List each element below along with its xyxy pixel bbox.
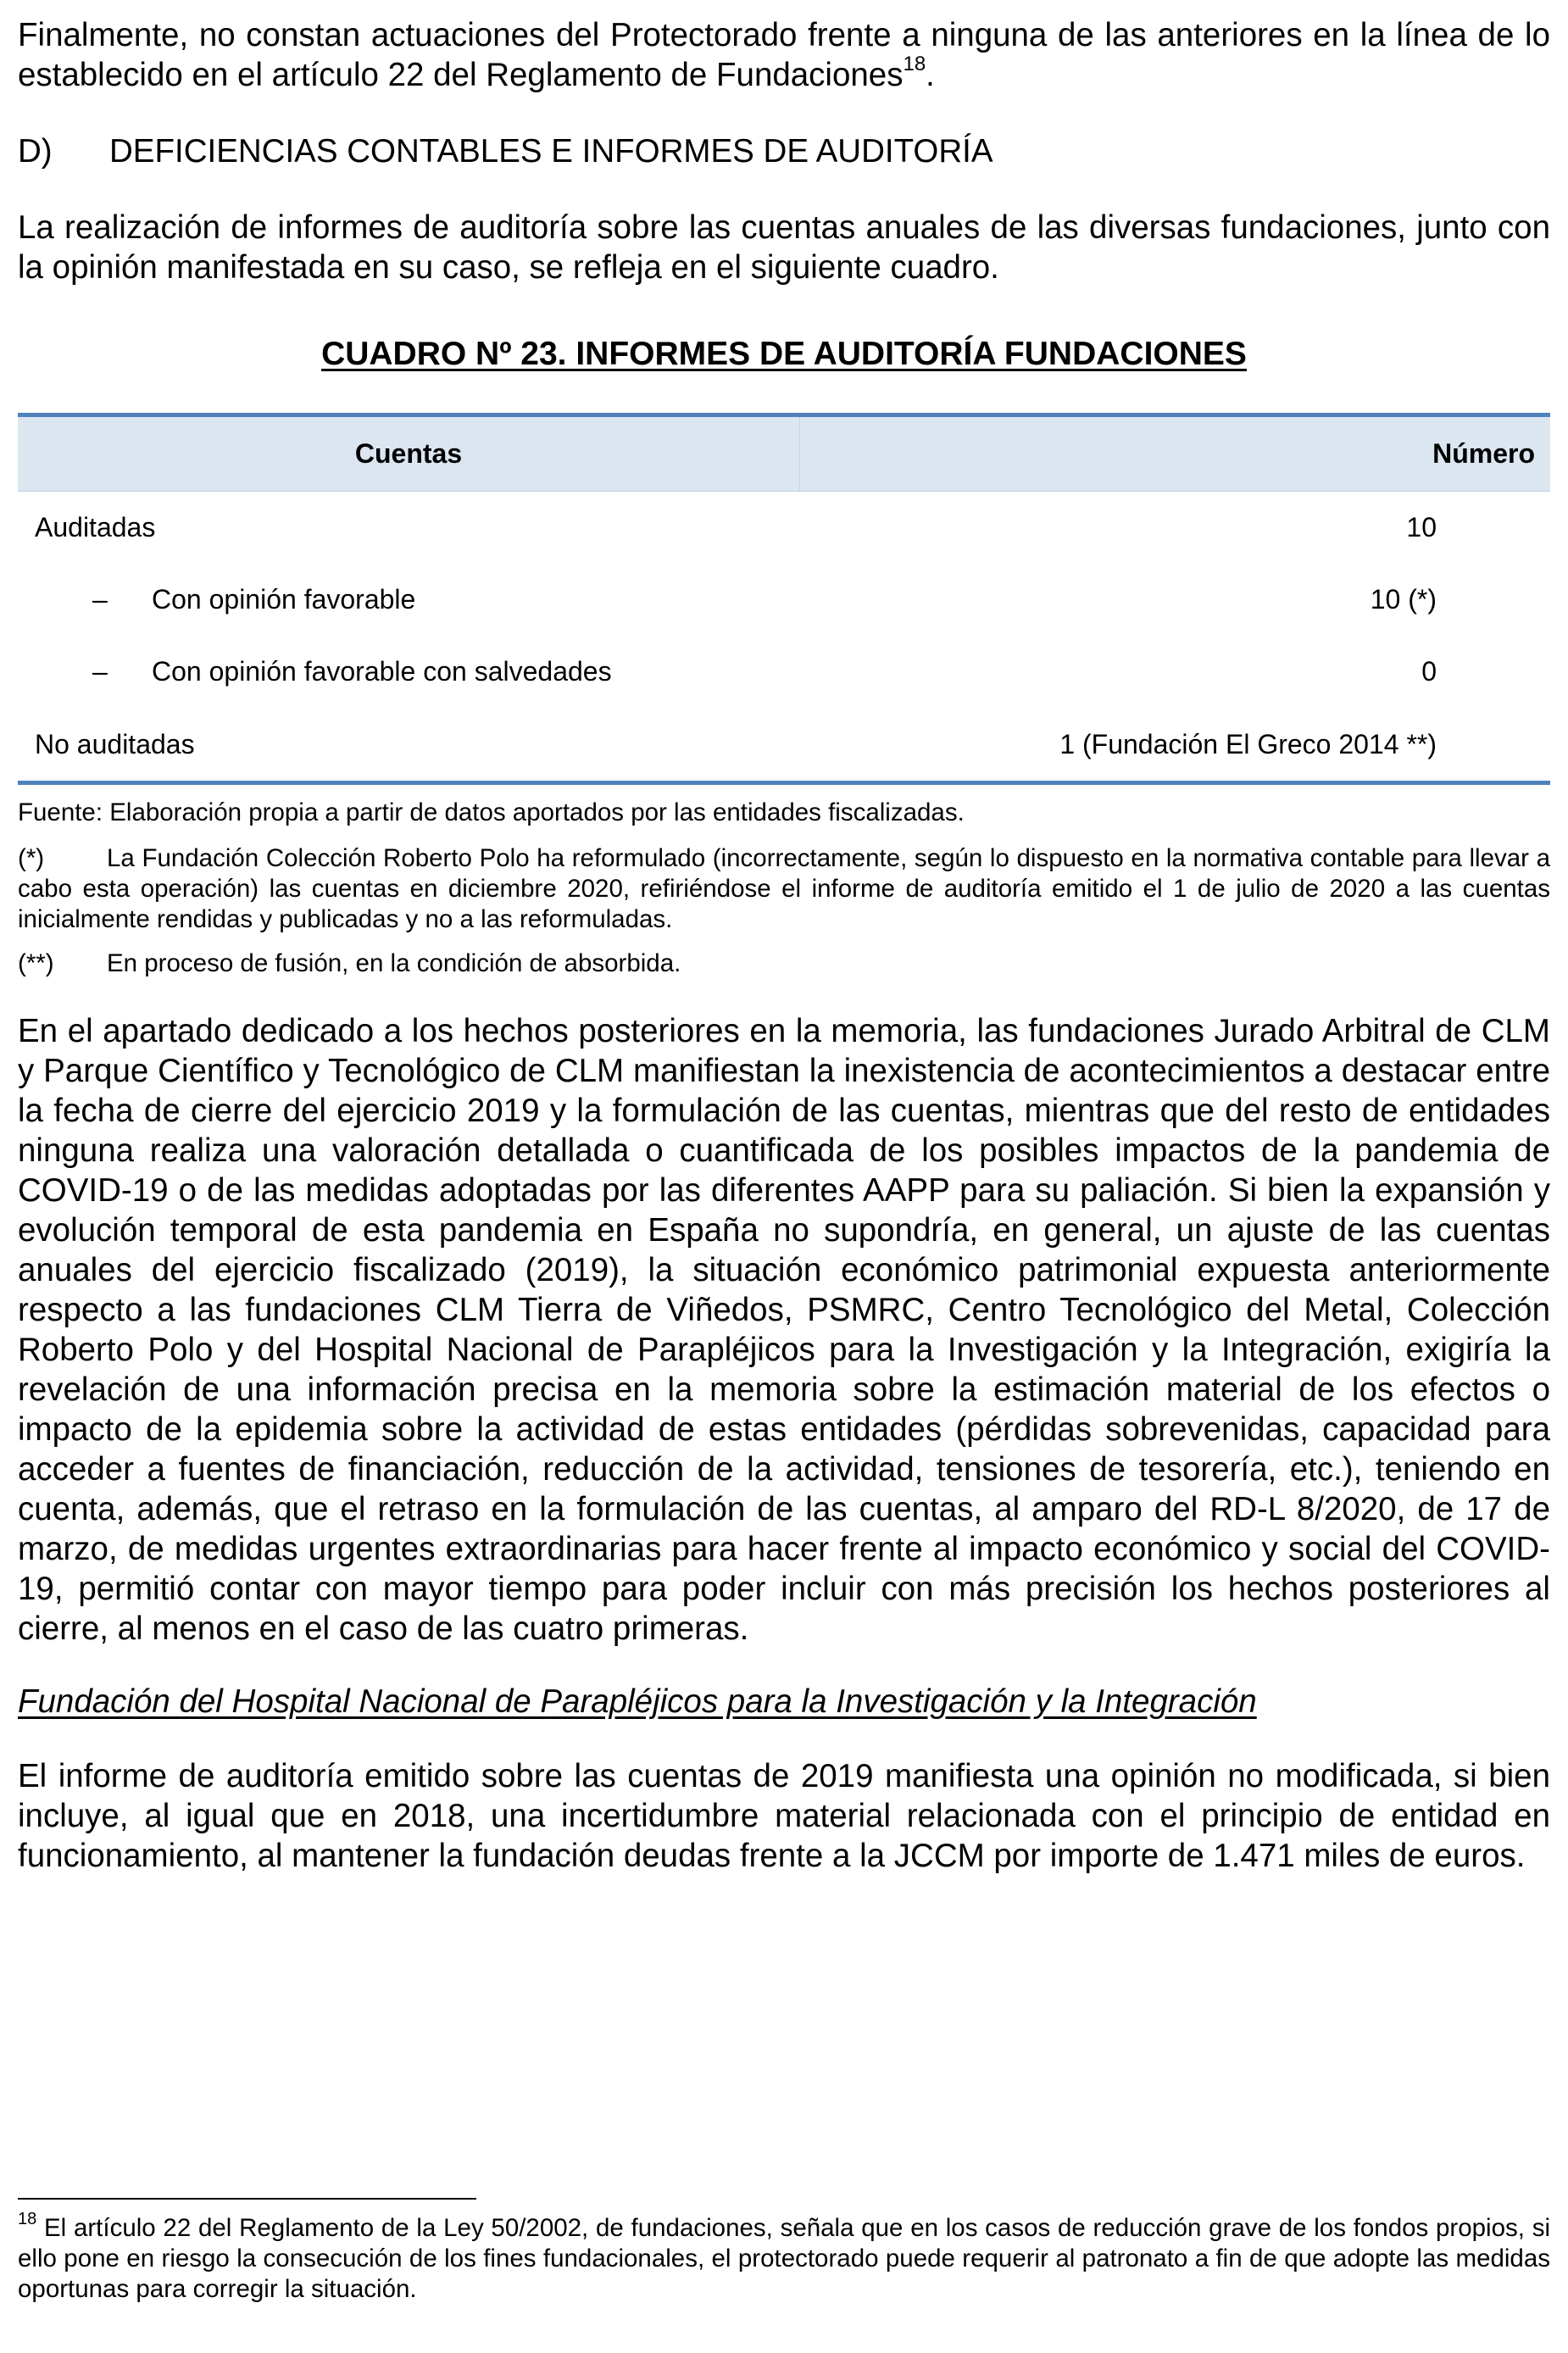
row-label: Auditadas bbox=[35, 512, 156, 542]
page-content bbox=[18, 15, 1550, 1876]
footnote-18 bbox=[18, 2210, 1550, 2305]
table-intro-paragraph: La realización de informes de auditoría sobre las cuentas anuales de las diversas fundaciones, junto con la opinión manifestada en su caso, se refleja en el siguiente cuadro. bbox=[18, 209, 1550, 286]
section-d-letter: D) bbox=[18, 133, 53, 170]
row-value: 10 (*) bbox=[1370, 584, 1437, 615]
row-value: 1 (Fundación El Greco 2014 **) bbox=[1059, 728, 1437, 759]
header-numero-label: Número bbox=[1432, 438, 1535, 469]
header-cuentas bbox=[18, 417, 800, 491]
footnote-ref-18[interactable]: 18 bbox=[903, 53, 926, 76]
intro-paragraph bbox=[18, 15, 1550, 95]
audit-reports-table bbox=[18, 413, 1550, 785]
note-1-text: La Fundación Colección Roberto Polo ha reformulado (incorrectamente, según lo dispuesto en la normativa contable para llevar a cabo esta operación) las cuentas en diciembre 2020, refiriéndose el informe de auditoría emitido el 1 de julio de 2020 a las cuentas inicialmente rendidas y publicadas y no a las reformuladas. bbox=[18, 844, 1550, 933]
section-subtitle: Fundación del Hospital Nacional de Parapléjicos para la Investigación y la Integración bbox=[18, 1683, 1257, 1720]
table-row bbox=[18, 708, 1550, 781]
table-source: Fuente: Elaboración propia a partir de datos aportados por las entidades fiscalizadas. bbox=[18, 798, 965, 826]
row-value: 0 bbox=[1421, 656, 1437, 687]
header-numero bbox=[800, 417, 1550, 491]
footnote-text: El artículo 22 del Reglamento de la Ley 50/2002, de fundaciones, señala que en los casos de reducción grave de los fondos propios, si ello pone en riesgo la consecución de los fines fundacionales, el protectorado puede requerir al patronato a fin de que adopte las medidas oportunas para corregir la situación. bbox=[18, 2214, 1550, 2303]
table-header bbox=[18, 417, 1550, 492]
table-note-1 bbox=[18, 843, 1550, 935]
row-label: Con opinión favorable con salvedades bbox=[152, 656, 612, 687]
intro-paragraph-text: Finalmente, no constan actuaciones del Protectorado frente a ninguna de las anteriores en la línea de lo establecido en el artículo 22 del Reglamento de Fundaciones bbox=[18, 17, 1550, 93]
row-dash: – bbox=[92, 584, 108, 615]
footnote-separator bbox=[18, 2198, 476, 2200]
table-note-2 bbox=[18, 948, 1550, 979]
section-d-heading bbox=[18, 131, 1550, 171]
table-title: CUADRO Nº 23. INFORMES DE AUDITORÍA FUNDACIONES bbox=[321, 336, 1247, 372]
header-cuentas-label: Cuentas bbox=[354, 438, 463, 469]
section-d-title: DEFICIENCIAS CONTABLES E INFORMES DE AUDITORÍA bbox=[109, 133, 993, 170]
table-notes bbox=[18, 798, 1550, 979]
row-value: 10 bbox=[1406, 512, 1437, 542]
row-dash: – bbox=[92, 656, 108, 687]
hospital-paragraph: El informe de auditoría emitido sobre las cuentas de 2019 manifiesta una opinión no modificada, si bien incluye, al igual que en 2018, una incertidumbre material relacionada con el principio de entidad en funcionamiento, al mantener la fundación deudas frente a la JCCM por importe de 1.471 miles de euros. bbox=[18, 1758, 1550, 1874]
row-label: Con opinión favorable bbox=[152, 584, 416, 615]
note-1-mark: (*) bbox=[18, 844, 45, 872]
intro-paragraph-period: . bbox=[926, 57, 935, 93]
footnote-number: 18 bbox=[18, 2210, 37, 2229]
note-2-mark: (**) bbox=[18, 949, 54, 977]
note-2-text: En proceso de fusión, en la condición de absorbida. bbox=[107, 949, 681, 977]
table-row bbox=[18, 636, 1550, 708]
table-row bbox=[18, 492, 1550, 564]
table-row bbox=[18, 564, 1550, 636]
hechos-posteriores-paragraph: En el apartado dedicado a los hechos posteriores en la memoria, las fundaciones Jurado Arbitral de CLM y Parque Científico y Tecnológico de CLM manifiestan la inexistencia de acontecimientos a destacar entre la fecha de cierre del ejercicio 2019 y la formulación de las cuentas, mientras que del resto de entidades ninguna realiza una valoración detallada o cuantificada de los posibles impactos de la pandemia de COVID-19 o de las medidas adoptadas por las diferentes AAPP para su paliación. Si bien la expansión y evolución temporal de esta pandemia en España no supondría, en general, un ajuste de las cuentas anuales del ejercicio fiscalizado (2019), la situación económico patrimonial expuesta anteriormente respecto a las fundaciones CLM Tierra de Viñedos, PSMRC, Centro Tecnológico del Metal, Colección Roberto Polo y del Hospital Nacional de Parapléjicos para la Investigación y la Integración, exigiría la revelación de una información precisa en la memoria sobre la estimación material de los efectos o impacto de la epidemia sobre la actividad de estas entidades (pérdidas sobrevenidas, capacidad para acceder a fuentes de financiación, reducción de la actividad, tensiones de tesorería, etc.), teniendo en cuenta, además, que el retraso en la formulación de las cuentas, al amparo del RD-L 8/2020, de 17 de marzo, de medidas urgentes extraordinarias para hacer frente al impacto económico y social del COVID-19, permitió contar con mayor tiempo para poder incluir con más precisión los hechos posteriores al cierre, al menos en el caso de las cuatro primeras. bbox=[18, 1013, 1550, 1647]
row-label: No auditadas bbox=[35, 728, 195, 759]
